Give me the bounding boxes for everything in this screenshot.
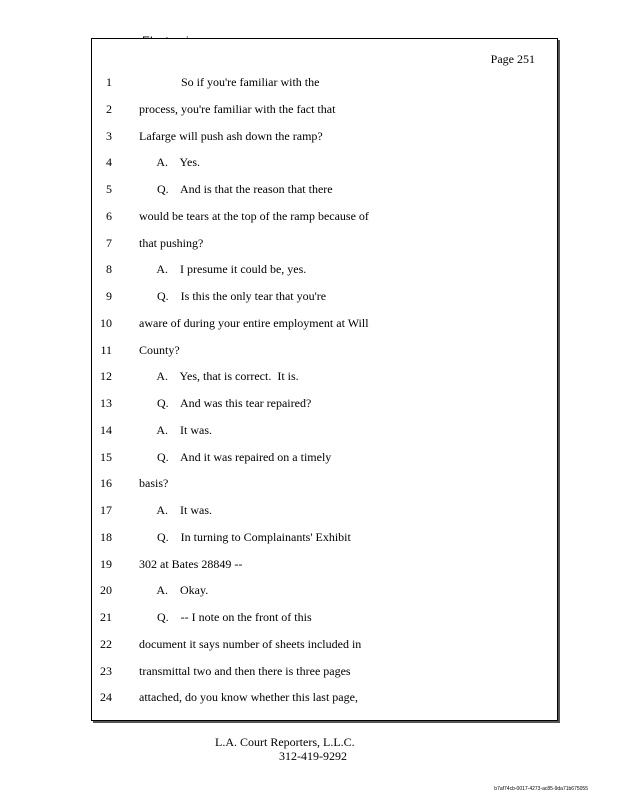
line-text: Lafarge will push ash down the ramp? — [139, 128, 323, 143]
transcript-line — [92, 557, 557, 577]
footer — [215, 735, 355, 763]
line-number: 6 — [106, 208, 112, 223]
line-number: 15 — [100, 449, 112, 464]
transcript-line — [92, 182, 557, 202]
line-number: 5 — [106, 182, 112, 196]
reporter-phone: 312-419-9292 — [279, 749, 347, 763]
line-text: Q. And was this tear repaired? — [139, 396, 312, 410]
line-text: County? — [139, 342, 180, 357]
transcript-line — [92, 289, 557, 309]
line-number: 21 — [100, 610, 112, 624]
line-text: document it says number of sheets included in — [139, 636, 362, 651]
line-text: Q. And is that the reason that there — [139, 182, 333, 196]
line-text: Q. Is this the only tear that you're — [139, 289, 327, 303]
transcript-line — [92, 503, 557, 523]
line-text: A. Okay. — [139, 583, 209, 598]
line-text: attached, do you know whether this last page, — [139, 690, 358, 705]
line-text: So if you're familiar with the — [139, 75, 320, 89]
line-text: A. Yes, that is correct. It is. — [139, 369, 299, 384]
transcript-line — [92, 637, 557, 657]
line-number: 4 — [106, 155, 112, 170]
transcript-line — [92, 102, 557, 122]
transcript-line — [92, 209, 557, 229]
line-number: 14 — [100, 422, 112, 437]
transcript-line — [92, 343, 557, 363]
line-number: 10 — [100, 315, 112, 330]
reporter-company: L.A. Court Reporters, L.L.C. — [215, 735, 355, 749]
line-number: 23 — [100, 663, 112, 678]
line-text: Q. And it was repaired on a timely — [139, 449, 332, 464]
transcript-page — [91, 38, 558, 721]
transcript-line — [92, 530, 557, 550]
transcript-line — [92, 129, 557, 149]
line-number: 8 — [106, 262, 112, 277]
transcript-line — [92, 583, 557, 603]
transcript-line — [92, 664, 557, 684]
line-number: 16 — [100, 476, 112, 491]
line-number: 19 — [100, 556, 112, 571]
line-text: Q. -- I note on the front of this — [139, 610, 312, 624]
line-text: 302 at Bates 28849 -- — [139, 556, 243, 571]
transcript-line — [92, 476, 557, 496]
transcript-line — [92, 236, 557, 256]
transcript-line — [92, 396, 557, 416]
transcript-line — [92, 155, 557, 175]
line-number: 3 — [106, 128, 112, 143]
line-number: 7 — [106, 235, 112, 250]
line-text: A. It was. — [139, 503, 212, 517]
line-number: 12 — [100, 369, 112, 384]
line-number: 18 — [100, 529, 112, 544]
transcript-line — [92, 450, 557, 470]
line-text: A. It was. — [139, 422, 212, 437]
line-text: would be tears at the top of the ramp because of — [139, 208, 369, 223]
transcript-line — [92, 423, 557, 443]
line-text: aware of during your entire employment at Will — [139, 315, 369, 330]
transcript-line — [92, 75, 557, 95]
line-number: 2 — [106, 101, 112, 116]
transcript-line — [92, 262, 557, 282]
line-number: 9 — [106, 289, 112, 303]
line-text: process, you're familiar with the fact that — [139, 101, 336, 116]
line-text: A. Yes. — [139, 155, 201, 170]
page-number: Page 251 — [490, 52, 535, 66]
line-text: basis? — [139, 476, 169, 491]
line-number: 17 — [100, 503, 112, 517]
line-text: Q. In turning to Complainants' Exhibit — [139, 529, 351, 544]
transcript-line — [92, 316, 557, 336]
line-text: transmittal two and then there is three pages — [139, 663, 351, 678]
line-text: that pushing? — [139, 235, 204, 250]
line-number: 11 — [100, 342, 112, 357]
line-number: 1 — [106, 75, 112, 89]
transcript-line — [92, 690, 557, 710]
document-hash: b7af74cb-0017-4273-ac85-9da71b675055 — [494, 786, 588, 792]
line-number: 22 — [100, 636, 112, 651]
transcript-line — [92, 369, 557, 389]
transcript-line — [92, 610, 557, 630]
line-number: 24 — [100, 690, 112, 705]
line-number: 13 — [100, 396, 112, 410]
line-text: A. I presume it could be, yes. — [139, 262, 307, 277]
line-number: 20 — [100, 583, 112, 598]
